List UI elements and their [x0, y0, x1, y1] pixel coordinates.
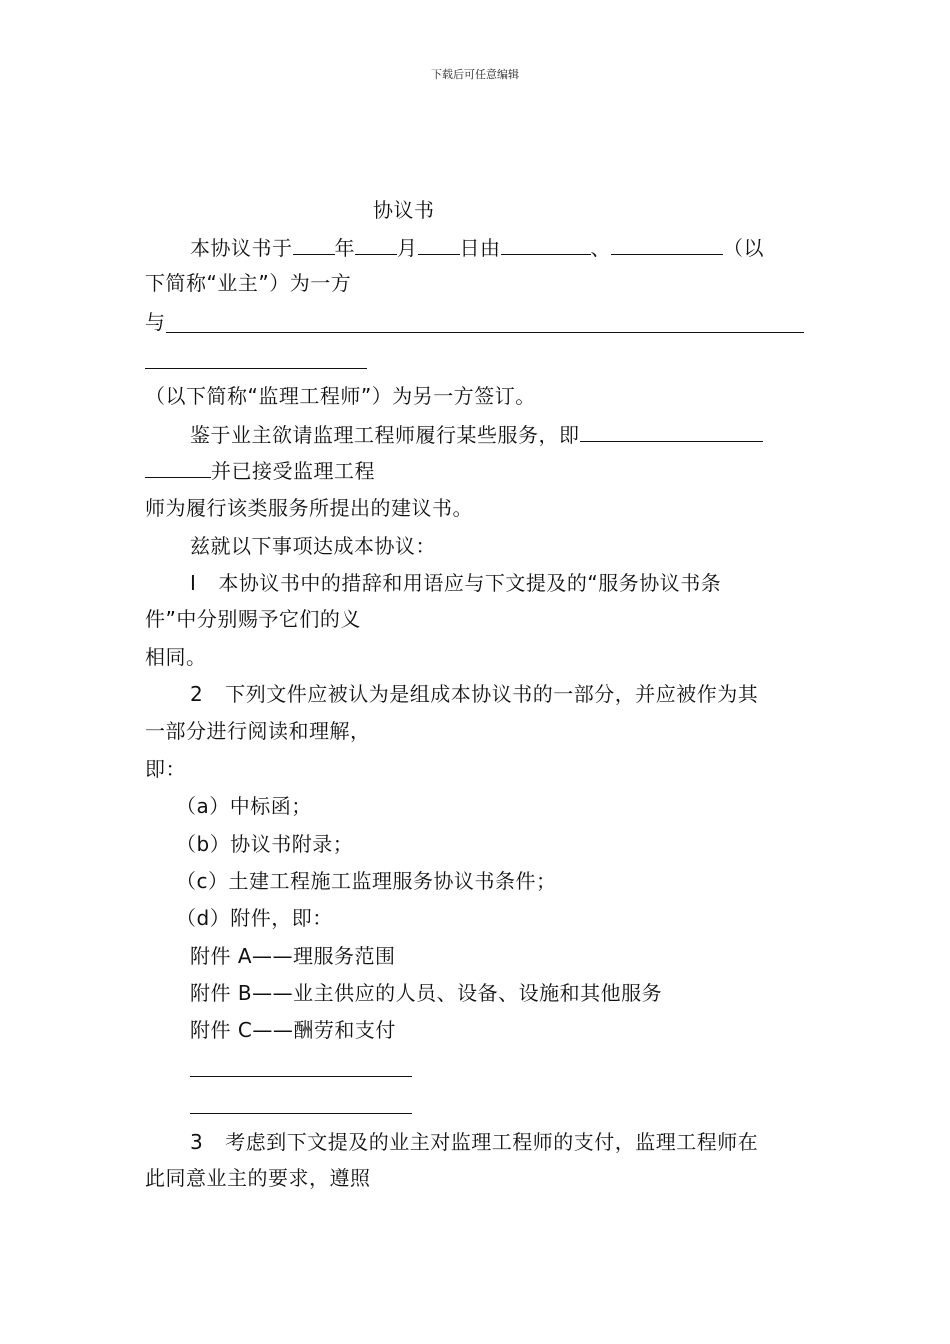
text-lead: 本协议书于	[190, 236, 293, 260]
paragraph-whereas-line	[190, 419, 763, 450]
annex-b: 附件 B——业主供应的人员、设备、设施和其他服务	[190, 981, 663, 1005]
clause-2-text: 下列文件应被认为是组成本协议书的一部分，并应被作为其	[225, 682, 759, 706]
document-title: 协议书	[373, 198, 435, 222]
blank-services	[580, 419, 763, 442]
list-item-c: （c）土建工程施工监理服务协议书条件；	[176, 869, 557, 893]
list-item-d: （d）附件，即：	[176, 906, 333, 930]
text-whereas: 鉴于业主欲请监理工程师履行某些服务，即	[190, 423, 580, 447]
clause-1-number: I	[190, 571, 197, 595]
blank-engineer-name	[166, 332, 804, 333]
text-tail: （以	[723, 236, 764, 260]
text-separator: 、	[590, 236, 611, 260]
clause-3-number: 3	[190, 1130, 204, 1154]
paragraph-accepted-line	[145, 455, 375, 486]
list-item-b: （b）协议书附录；	[176, 832, 354, 856]
blank-day	[418, 232, 460, 255]
blank-annex-extra-2	[190, 1113, 412, 1114]
blank-year	[293, 232, 335, 255]
list-item-a: （a）中标函；	[176, 794, 312, 818]
paragraph-agreement-line: 兹就以下事项达成本协议：	[190, 534, 436, 558]
blank-engineer-name-cont	[145, 368, 367, 369]
clause-1-cont: 件”中分别赐予它们的义	[145, 607, 361, 631]
text-year: 年	[334, 236, 355, 260]
blank-party-a	[501, 232, 591, 255]
blank-party-a-2	[611, 232, 723, 255]
clause-1-text: 本协议书中的措辞和用语应与下文提及的“服务协议书条	[218, 571, 722, 595]
clause-2-cont2: 即：	[145, 757, 186, 781]
blank-services-cont	[145, 455, 211, 478]
paragraph-date-line	[190, 232, 764, 263]
clause-1-line	[190, 568, 721, 598]
clause-3-line	[190, 1127, 758, 1157]
text-day: 日由	[459, 236, 501, 260]
blank-annex-extra-1	[190, 1076, 412, 1077]
paragraph-engineer-line: （以下简称“监理工程师”）为另一方签订。	[145, 384, 536, 408]
clause-3-cont: 此同意业主的要求，遵照	[145, 1166, 371, 1190]
paragraph-proposal-line: 师为履行该类服务所提出的建议书。	[145, 496, 473, 520]
paragraph-owner-line: 下简称“业主”）为一方	[145, 271, 352, 295]
clause-2-line	[190, 679, 758, 709]
page-header-note: 下载后可任意编辑	[431, 68, 519, 81]
text-with: 与	[145, 310, 166, 334]
annex-c: 附件 C——酬劳和支付	[190, 1018, 396, 1042]
clause-2-number: 2	[190, 682, 204, 706]
clause-2-cont: 一部分进行阅读和理解，	[145, 719, 371, 743]
paragraph-with-line	[145, 307, 166, 337]
clause-1-cont2: 相同。	[145, 645, 207, 669]
annex-a: 附件 A——理服务范围	[190, 944, 396, 968]
text-month: 月	[397, 236, 418, 260]
clause-3-text: 考虑到下文提及的业主对监理工程师的支付，监理工程师在	[225, 1130, 759, 1154]
blank-month	[355, 232, 397, 255]
text-accepted: 并已接受监理工程	[211, 459, 375, 483]
